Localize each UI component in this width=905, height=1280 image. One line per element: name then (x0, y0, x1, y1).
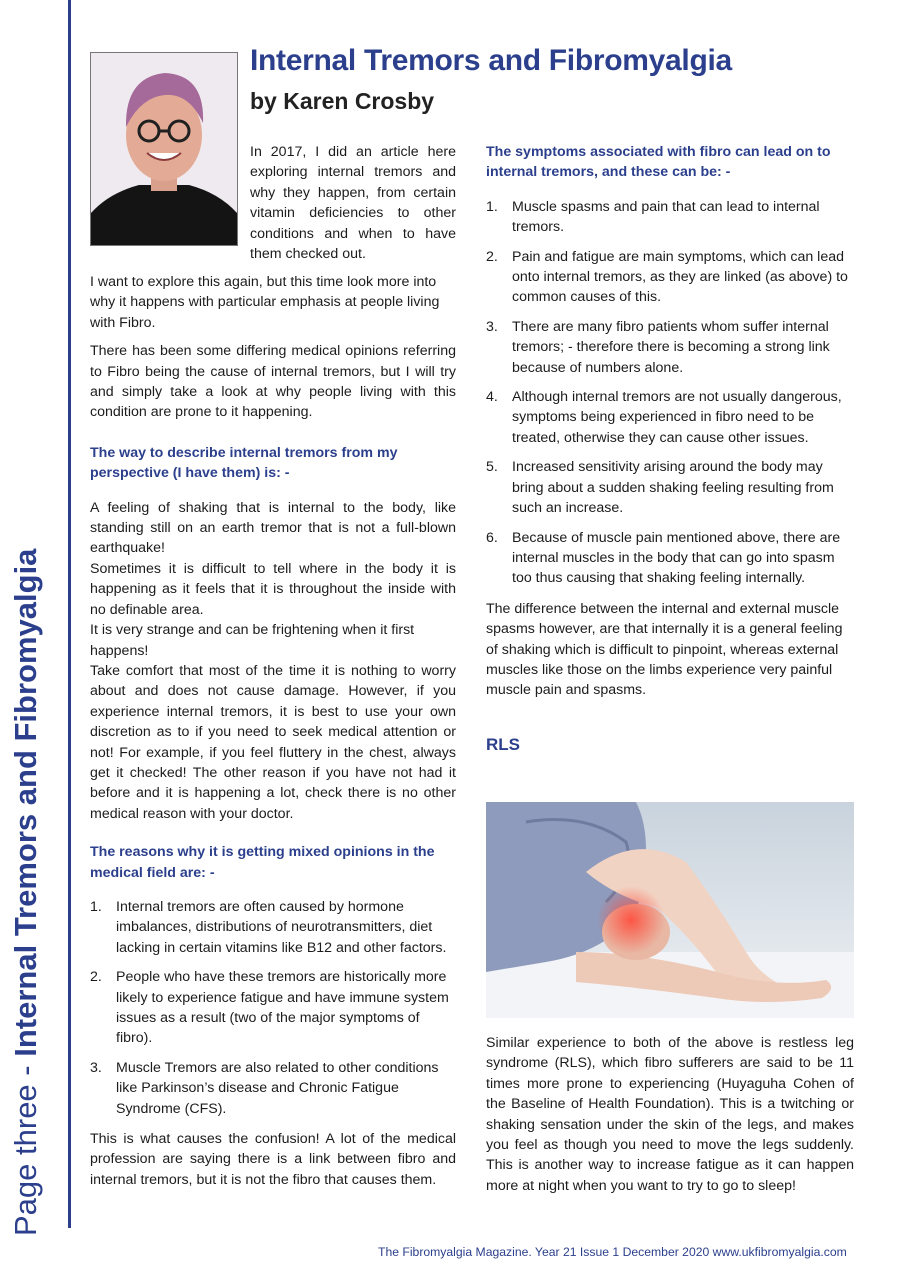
sidebar-rule (68, 0, 71, 1228)
body-paragraph: It is very strange and can be frightening when it first happens! (90, 622, 415, 659)
body-paragraph: The difference between the internal and external muscle spasms however, are that internally it is a general feeling of shaking which is difficult to pinpoint, whereas external muscles like those on the limbs experience very painful muscle pain and spasms. (486, 600, 843, 699)
list-item: 2. People who have these tremors are historically more likely to experience fatigue and have immune system issues as a result (two of the major symptoms of fibro). (90, 969, 449, 1047)
body-paragraph: Sometimes it is difficult to tell where in the body it is happening as it feels that it is throughout the inside with no definable area. (90, 560, 456, 618)
section-heading-symptoms: The symptoms associated with fibro can lead on to internal tremors, and these can be: - (486, 144, 831, 181)
right-column (486, 142, 854, 755)
body-paragraph: Take comfort that most of the time it is nothing to worry about and does not cause damage. However, if you experience internal tremors, it is best to use your own discretion as to if you need to seek medical attention or not! For example, if you feel fluttery in the chest, always get it checked! The other reason if you have not had it before and it is happening a lot, check there is no other medical reason with your doctor. (90, 662, 456, 822)
list-item: 4. Although internal tremors are not usually dangerous, symptoms being experienced in fibro need to be treated, otherwise they can cause other issues. (486, 389, 842, 446)
rls-photo (486, 802, 854, 1018)
intro-paragraph: In 2017, I did an article here exploring internal tremors and why they happen, from certain vitamin deficiencies to other conditions and when to have them checked out. (250, 144, 456, 263)
list-item: 1. Internal tremors are often caused by hormone imbalances, distributions of neurotransmitters, diet lacking in certain vitamins like B12 and other factors. (90, 898, 447, 956)
page-footer: The Fibromyalgia Magazine. Year 21 Issue 1 December 2020 www.ukfibromyalgia.com (378, 1245, 847, 1259)
section-heading-reasons: The reasons why it is getting mixed opinions in the medical field are: - (90, 844, 435, 881)
article-byline: by Karen Crosby (250, 88, 435, 114)
section-heading-describe: The way to describe internal tremors from my perspective (I have them) is: - (90, 444, 398, 482)
body-paragraph: A feeling of shaking that is internal to the body, like standing still on an earth tremor that is not a full-blown earthquake! (90, 499, 456, 557)
symptoms-list (486, 197, 854, 589)
body-paragraph: I want to explore this again, but this time look more into why it happens with particular emphasis at people living with Fibro. (90, 274, 440, 331)
body-paragraph: This is what causes the confusion! A lot of the medical profession are saying there is a link between fibro and internal tremors, but it is not the fibro that causes them. (90, 1131, 456, 1188)
body-paragraph: Similar experience to both of the above is restless leg syndrome (RLS), which fibro sufferers are said to be 11 times more prone to experiencing (Huyaguha Cohen of the Baseline of Health Foundation). This is a twitching or shaking sensation under the skin of the legs, and makes you feel as though you need to move the legs suddenly. This is another way to increase fatigue as it can happen more at night when you want to try to go to sleep! (486, 1035, 854, 1194)
list-item: 3. There are many fibro patients whom suffer internal tremors; - therefore there is becoming a strong link because of numbers alone. (486, 318, 830, 376)
list-item: 6. Because of muscle pain mentioned above, there are internal muscles in the body that can go into spasm too thus causing that shaking feeling internally. (486, 529, 841, 587)
left-column (90, 272, 456, 1198)
list-item: 1. Muscle spasms and pain that can lead to internal tremors. (486, 198, 820, 236)
vertical-page-label: Page three - Internal Tremors and Fibromyalgia (8, 548, 43, 1236)
author-photo (90, 52, 238, 246)
reasons-list (90, 897, 456, 1119)
intro-column (250, 142, 456, 272)
section-heading-rls: RLS (486, 734, 520, 754)
list-item: 3. Muscle Tremors are also related to other conditions like Parkinson’s disease and Chronic Fatigue Syndrome (CFS). (90, 1059, 439, 1117)
list-item: 5. Increased sensitivity arising around the body may bring about a sudden shaking feeling resulting from such an increase. (486, 459, 834, 517)
list-item: 2. Pain and fatigue are main symptoms, which can lead onto internal tremors, as they are linked (as above) to common causes of this. (486, 248, 848, 306)
article-title: Internal Tremors and Fibromyalgia (250, 44, 732, 77)
body-paragraph: There has been some differing medical opinions referring to Fibro being the cause of internal tremors, but I will try and simply take a look at why people living with this condition are prone to it happening. (90, 343, 456, 421)
rls-text-column (486, 1033, 854, 1204)
